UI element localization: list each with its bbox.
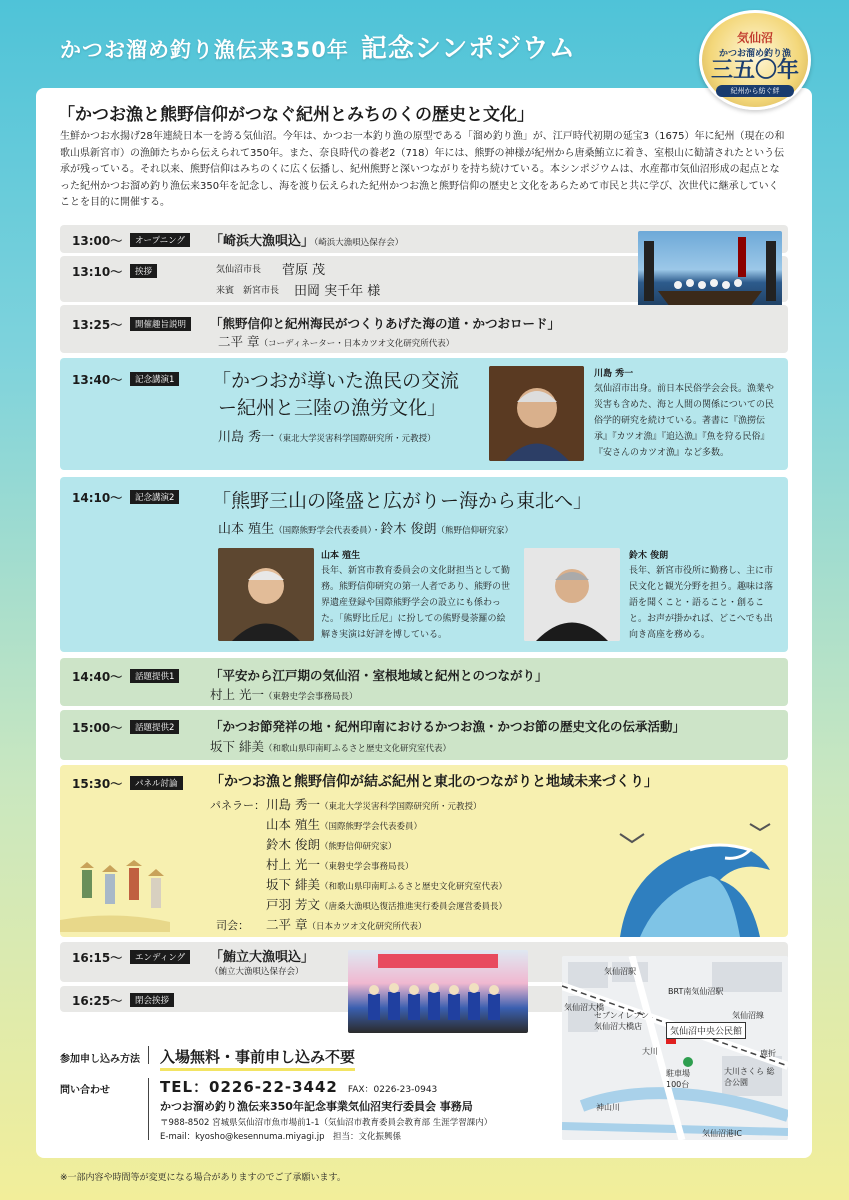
panelist bbox=[266, 795, 482, 813]
panelist-affiliation: （熊野信仰研究家） bbox=[319, 842, 397, 852]
parade-illustration bbox=[348, 950, 528, 1033]
portrait-illustration bbox=[489, 366, 584, 461]
session-tag: 閉会挨拶 bbox=[130, 993, 174, 1007]
map-label: BRT南気仙沼駅 bbox=[668, 987, 724, 996]
speaker-affiliation: （国際熊野学会代表委員）・ bbox=[274, 526, 381, 536]
speaker-line bbox=[218, 426, 436, 445]
panelist bbox=[266, 875, 507, 893]
session-tag: 記念講演2 bbox=[130, 490, 179, 504]
speaker-line bbox=[210, 685, 358, 703]
page-title bbox=[60, 28, 576, 65]
map-label: 気仙沼線 bbox=[732, 1011, 764, 1020]
bio-text: 長年、新宮市教育委員会の文化財担当として勤務。熊野信仰研究の第一人者であり、熊野の世界遺産登録や国際熊野学会の設立にも係わった。「熊野比丘尼」に扮しての熊野曼荼羅の絵解き実演は好評を博している。 bbox=[321, 566, 511, 640]
badge-line3: 三五〇年 bbox=[710, 58, 799, 83]
speaker-line bbox=[218, 332, 454, 350]
divider bbox=[148, 1078, 149, 1140]
badge-line1: 気仙沼 bbox=[736, 31, 773, 45]
time-label: 13:00〜 bbox=[72, 234, 123, 248]
time-label: 15:00〜 bbox=[72, 721, 123, 735]
seagull bbox=[750, 824, 770, 830]
time-label: 13:10〜 bbox=[72, 265, 123, 279]
panelist bbox=[266, 855, 414, 873]
session-tag: オープニング bbox=[130, 233, 190, 247]
admission-fee: 入場無料・事前申し込み不要 bbox=[160, 1046, 355, 1071]
speaker-name: 村上 光一 bbox=[210, 687, 264, 702]
pilgrims-illustration bbox=[60, 860, 170, 932]
panelist-affiliation: （和歌山県印南町ふるさと歴史文化研究室代表） bbox=[319, 882, 507, 892]
speaker-affiliation: （コーディネーター・日本カツオ文化研究所代表） bbox=[259, 339, 455, 349]
badge-line4: 紀州から紡ぐ絆 bbox=[716, 85, 794, 97]
speaker-name: 鈴木 俊朗 bbox=[380, 522, 437, 537]
wave-illustration bbox=[600, 820, 788, 937]
session-title: 「鮪立大漁唄込」 bbox=[210, 950, 315, 965]
banner-left bbox=[644, 241, 654, 301]
panelist bbox=[266, 815, 422, 833]
panel-label: パネラー： bbox=[210, 799, 265, 812]
session-title: 「かつお節発祥の地・紀州印南におけるかつお漁・かつお節の歴史文化の伝承活動」 bbox=[210, 719, 686, 734]
seagull bbox=[620, 834, 644, 842]
map-label: 大川さくら 総合公園 bbox=[724, 1067, 775, 1087]
session-tag: 話題提供2 bbox=[130, 720, 179, 734]
session-affiliation: （崎浜大漁唄込保存会） bbox=[314, 238, 404, 248]
session-tag: パネル討論 bbox=[130, 776, 183, 790]
time-label: 16:25〜 bbox=[72, 994, 123, 1008]
session-tag: 挨拶 bbox=[130, 264, 157, 278]
panelist-name: 戸羽 芳文 bbox=[266, 897, 320, 912]
lecture1-title-line1: 「かつおが導いた漁民の交流 bbox=[212, 370, 460, 392]
map-label: 大川 bbox=[642, 1047, 658, 1056]
bio-text: 気仙沼市出身。前日本民俗学会会長。漁業や災害も含めた、海と人間の関係についての民俗学的研究を続けている。著書に『漁撈伝承』『カツオ漁』『追込漁』『魚を狩る民俗』『安さんのカツオ漁』など多数。 bbox=[594, 384, 775, 458]
session-affiliation: （鮪立大漁唄込保存会） bbox=[210, 967, 304, 977]
speaker-affiliation: （東北大学災害科学国際研究所・元教授） bbox=[274, 434, 436, 444]
email[interactable]: E-mail：kyosho@kesennuma.miyagi.jp 担当：文化振興係 bbox=[160, 1132, 401, 1142]
performers bbox=[674, 279, 742, 289]
speaker-name: 菅原 茂 bbox=[282, 263, 326, 278]
panelist bbox=[266, 835, 397, 853]
bio-name: 川島 秀一 bbox=[594, 369, 634, 379]
title-main: 記念シンポジウム bbox=[360, 34, 576, 64]
suzuki-photo bbox=[524, 548, 620, 641]
portrait-illustration bbox=[524, 548, 620, 641]
divider bbox=[148, 1046, 149, 1064]
lecture1-title-line2: ー紀州と三陸の漁労文化」 bbox=[218, 397, 447, 419]
lecture2-title: 「熊野三山の隆盛と広がりー海から東北へ」 bbox=[212, 490, 593, 512]
map-label: 気仙沼大橋 bbox=[564, 1003, 604, 1012]
map-label: 鹿折 bbox=[760, 1049, 776, 1058]
panelist-affiliation: （東北大学災害科学国際研究所・元教授） bbox=[319, 802, 482, 812]
speaker-name: 川島 秀一 bbox=[218, 430, 275, 445]
contact-label: 問い合わせ bbox=[60, 1085, 110, 1096]
session-tag: 記念講演1 bbox=[130, 372, 179, 386]
time-label: 13:25〜 bbox=[72, 318, 123, 332]
panelist-affiliation: （国際熊野学会代表委員） bbox=[319, 822, 422, 832]
pilgrim-figures bbox=[80, 860, 164, 908]
ending-performance-photo bbox=[348, 950, 528, 1033]
venue-label: 気仙沼中央公民館 bbox=[666, 1022, 746, 1039]
session-tag: 開催趣旨説明 bbox=[130, 317, 191, 331]
map-label: セブンイレブン 気仙沼大橋店 bbox=[594, 1011, 649, 1031]
session-title: 「熊野信仰と紀州海民がつくりあげた海の道・かつおロード」 bbox=[210, 316, 561, 331]
session-title bbox=[210, 230, 403, 249]
page-header bbox=[0, 0, 849, 95]
ground bbox=[60, 915, 170, 932]
panelist-name: 川島 秀一 bbox=[266, 797, 320, 812]
panelist-affiliation: （唐桑大漁唄込復活推進実行委員会運営委員長） bbox=[319, 902, 507, 912]
fax-number: FAX：0226-23-0943 bbox=[347, 1085, 438, 1095]
yamamoto-photo bbox=[218, 548, 314, 641]
speaker-name: 坂下 緋美 bbox=[210, 739, 264, 754]
panelist-name: 村上 光一 bbox=[266, 857, 320, 872]
phone-line bbox=[160, 1076, 437, 1097]
moderator-name: 二平 章 bbox=[266, 917, 308, 932]
panelist-affiliation: （東磐史学会事務局長） bbox=[319, 862, 414, 872]
time-label: 14:40〜 bbox=[72, 670, 123, 684]
speaker-role: 気仙沼市長 bbox=[216, 265, 262, 275]
speaker-role: 来賓 新宮市長 bbox=[216, 286, 280, 296]
session-title: 「かつお漁と熊野信仰が結ぶ紀州と東北のつながりと地域未来づくり」 bbox=[210, 774, 658, 790]
speaker-affiliation: （和歌山県印南町ふるさと歴史文化研究室代表） bbox=[263, 744, 451, 754]
banner-right bbox=[766, 241, 776, 301]
moderator-label: 司会： bbox=[216, 919, 249, 932]
bio-name: 鈴木 俊朗 bbox=[629, 551, 669, 561]
phone-number[interactable]: TEL：0226-22-3442 bbox=[160, 1078, 338, 1096]
session-tag: エンディング bbox=[130, 950, 190, 964]
bio-text: 長年、新宮市役所に勤務し、主に市民文化と観光分野を担う。趣味は落語を聞くこと・語ること・創ること。お声が掛かれば、どこへでも出向き高座を務める。 bbox=[629, 566, 774, 640]
map-label: 気仙沼港IC bbox=[702, 1129, 742, 1138]
time-label: 14:10〜 bbox=[72, 491, 123, 505]
speaker-line bbox=[218, 518, 513, 537]
session-title-text: 「崎浜大漁唄込」 bbox=[210, 234, 315, 249]
map-label: 駐車場 100台 bbox=[666, 1069, 690, 1089]
map-label: 神山川 bbox=[596, 1103, 620, 1112]
banner-red bbox=[738, 237, 746, 277]
address: 〒988-8502 宮城県気仙沼市魚市場前1-1（気仙沼市教育委員会教育部 生涯学習課内） bbox=[160, 1118, 493, 1128]
session-title: 「平安から江戸期の気仙沼・室根地域と紀州とのつながり」 bbox=[210, 668, 548, 683]
kawashima-photo bbox=[489, 366, 584, 461]
apply-label: 参加申し込み方法 bbox=[60, 1054, 140, 1065]
badge-line2: かつお溜め釣り漁 bbox=[718, 49, 791, 59]
disclaimer-note: ※一部内容や時間等が変更になる場合がありますのでご了承願います。 bbox=[60, 1173, 346, 1183]
speaker-affiliation: （熊野信仰研究家） bbox=[436, 526, 514, 536]
panelist-name: 鈴木 俊朗 bbox=[266, 837, 320, 852]
organizer: かつお溜め釣り漁伝来350年記念事業気仙沼実行委員会 事務局 bbox=[160, 1100, 473, 1113]
intro-body: 生鮮かつお水揚げ28年連続日本一を誇る気仙沼。今年は、かつお一本釣り漁の原型である「溜め釣り漁」が、江戸時代初期の延宝3（1675）年に紀州（現在の和歌山県新宮市）の漁師たちから伝えられて350年。また、奈良時代の養老2（718）年には、熊野の神様が紀州から唐桑鮪立に着き、室根山に勧請されたという伝承が残っている。それ以来、熊野信仰はみちのくに広く伝播し、紀州熊野と深いつながりを持ち続けている。本シンポジウムは、水産都市気仙沼形成の起点となった紀州かつお溜め釣り漁伝来350年を記念し、海を渡り伝えられた紀州かつお漁と熊野信仰の歴史と文化をあらためて市民と共に学び、次世代に継承していくことを目的に開催する。 bbox=[60, 131, 785, 209]
time-label: 15:30〜 bbox=[72, 777, 123, 791]
time-label: 13:40〜 bbox=[72, 373, 123, 387]
intro-title: 「かつお漁と熊野信仰がつなぐ紀州とみちのくの歴史と文化」 bbox=[58, 105, 534, 125]
speaker-affiliation: （東磐史学会事務局長） bbox=[263, 692, 358, 702]
moderator bbox=[266, 915, 427, 933]
time-label: 16:15〜 bbox=[72, 951, 123, 965]
bio-name: 山本 殖生 bbox=[321, 551, 361, 561]
panelist bbox=[266, 895, 507, 913]
speaker-name: 二平 章 bbox=[218, 334, 260, 349]
speaker-name: 田岡 実千年 様 bbox=[294, 284, 381, 299]
title-sub: かつお溜め釣り漁伝来350年 bbox=[60, 38, 349, 62]
map-label: 気仙沼駅 bbox=[604, 967, 636, 976]
access-map bbox=[562, 956, 788, 1140]
portrait-illustration bbox=[218, 548, 314, 641]
moderator-affiliation: （日本カツオ文化研究所代表） bbox=[307, 922, 427, 932]
anniversary-badge bbox=[699, 10, 811, 110]
session-tag: 話題提供1 bbox=[130, 669, 179, 683]
parking-icon bbox=[683, 1057, 693, 1067]
speaker-line bbox=[210, 737, 451, 755]
panelist-name: 坂下 緋美 bbox=[266, 877, 320, 892]
panelist-name: 山本 殖生 bbox=[266, 817, 320, 832]
speaker-name: 山本 殖生 bbox=[218, 522, 275, 537]
